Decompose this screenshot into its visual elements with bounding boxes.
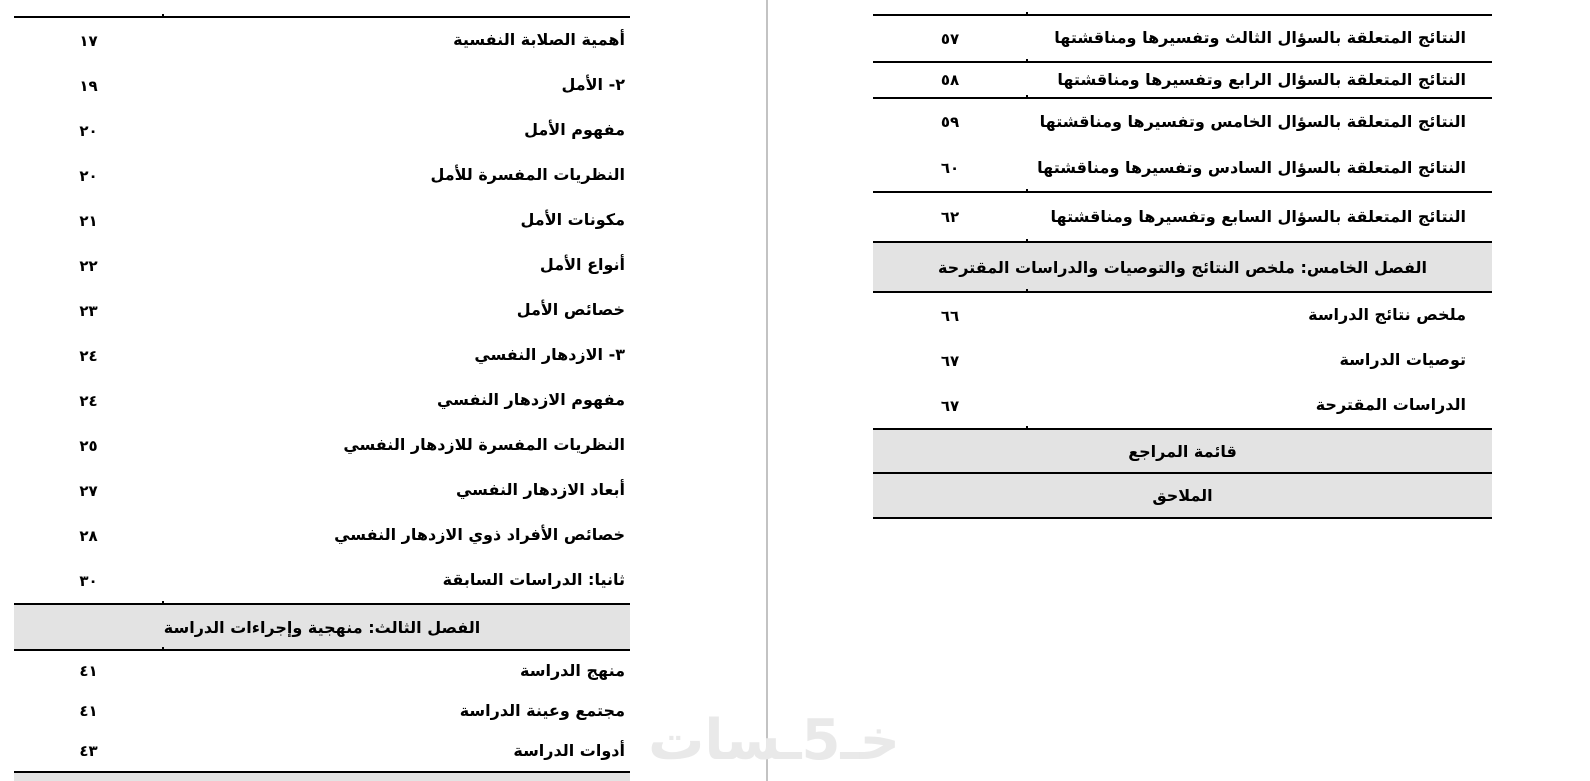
references-header-row: قائمة المراجع [873, 430, 1492, 472]
toc-entry-title: النتائج المتعلقة بالسؤال الرابع وتفسيرها ومناقشتها [1057, 69, 1466, 89]
toc-entry-page: ٢٣ [79, 301, 98, 320]
column-divider-tick [1026, 426, 1028, 430]
chapter-header-row: الفصل الثالث: منهجية وإجراءات الدراسة [14, 605, 630, 649]
toc-entry-title: النتائج المتعلقة بالسؤال الخامس وتفسيرها ومناقشتها [1039, 111, 1466, 131]
toc-entry-title: النتائج المتعلقة بالسؤال الثالث وتفسيرها ومناقشتها [1054, 28, 1466, 48]
toc-entry-page: ٤٣ [79, 742, 98, 760]
table-border [873, 428, 1492, 430]
toc-row [873, 99, 1492, 145]
table-border [14, 649, 630, 651]
toc-entry-page: ٢٤ [79, 346, 98, 365]
toc-entry-title: خصائص الأمل [516, 300, 625, 320]
toc-entry-page: ٦٦ [940, 306, 960, 325]
toc-row [14, 651, 630, 691]
toc-entry-title: مفهوم الأمل [524, 120, 625, 140]
toc-entry-title: النتائج المتعلقة بالسؤال السادس وتفسيرها ومناقشتها [1037, 157, 1466, 177]
table-border [873, 191, 1492, 193]
toc-entry-page: ٦٢ [940, 208, 960, 226]
table-border [873, 517, 1492, 519]
toc-table-right [873, 14, 1492, 519]
page-divider [766, 0, 768, 781]
toc-row [873, 145, 1492, 191]
column-divider-tick [1026, 12, 1028, 16]
toc-row [873, 63, 1492, 97]
toc-entry-page: ١٧ [79, 31, 98, 50]
toc-entry-title: ٢- الأمل [561, 75, 625, 95]
toc-entry-title: مفهوم الازدهار النفسي [436, 390, 625, 410]
khamsat-watermark: خـ5ـسات [648, 708, 900, 773]
toc-entry-title: أدوات الدراسة [513, 740, 625, 760]
toc-row [14, 243, 630, 288]
toc-row [14, 691, 630, 731]
toc-entry-page: ٦٧ [940, 351, 960, 370]
table-border [873, 291, 1492, 293]
toc-entry-page: ٢٠ [79, 166, 98, 185]
toc-entry-title: مجتمع وعينة الدراسة [459, 700, 625, 720]
column-divider-tick [162, 647, 164, 651]
appendices-header-row: الملاحق [873, 474, 1492, 517]
column-divider-tick [1026, 239, 1028, 243]
toc-entry-title: ٣- الازدهار النفسي [474, 345, 625, 365]
toc-entry-title: مكونات الأمل [520, 210, 625, 230]
column-divider-tick [1026, 59, 1028, 63]
toc-row [873, 293, 1492, 338]
toc-entry-title: النتائج المتعلقة بالسؤال السابع وتفسيرها ومناقشتها [1050, 206, 1466, 226]
toc-entry-page: ٦٧ [940, 396, 960, 415]
toc-entry-title: أبعاد الازدهار النفسي [455, 480, 625, 500]
toc-row [14, 108, 630, 153]
toc-entry-page: ٣٠ [79, 571, 98, 590]
toc-entry-page: ٢٧ [79, 481, 98, 500]
toc-entry-title: أهمية الصلابة النفسية [453, 30, 625, 50]
toc-row [14, 333, 630, 378]
toc-entry-title: النظريات المفسرة للازدهار النفسي [343, 435, 625, 455]
toc-entry-page: ٢٠ [79, 121, 98, 140]
column-divider-tick [1026, 95, 1028, 99]
toc-row [873, 16, 1492, 61]
table-border [873, 472, 1492, 474]
toc-entry-title: أنواع الأمل [539, 255, 625, 275]
column-divider-tick [162, 601, 164, 605]
toc-entry-title: توصيات الدراسة [1339, 350, 1466, 370]
toc-entry-page: ٢٤ [79, 391, 98, 410]
toc-entry-page: ٤١ [79, 662, 98, 680]
table-border [14, 603, 630, 605]
toc-entry-page: ١٩ [79, 76, 98, 95]
table-border [873, 61, 1492, 63]
toc-entry-title: منهج الدراسة [520, 660, 625, 680]
toc-row [14, 423, 630, 468]
toc-entry-page: ٢٢ [79, 256, 98, 275]
toc-row [14, 288, 630, 333]
column-divider-tick [1026, 289, 1028, 293]
toc-row [14, 198, 630, 243]
toc-entry-title: ملخص نتائج الدراسة [1308, 305, 1466, 325]
table-border [14, 771, 630, 773]
toc-entry-page: ٢١ [79, 211, 98, 230]
chapter-header-row: الفصل الخامس: ملخص النتائج والتوصيات والدراسات المقترحة [873, 243, 1492, 291]
toc-entry-title: الدراسات المقترحة [1315, 395, 1466, 415]
toc-row [873, 193, 1492, 241]
toc-row [873, 338, 1492, 383]
toc-entry-page: ٥٧ [940, 29, 960, 48]
toc-entry-page: ٢٨ [79, 526, 98, 545]
toc-entry-page: ٦٠ [940, 159, 960, 177]
toc-entry-title: ثانيا: الدراسات السابقة [442, 570, 625, 590]
toc-entry-title: النظريات المفسرة للأمل [430, 165, 625, 185]
cutoff-shaded-row [14, 773, 630, 781]
column-divider-tick [1026, 189, 1028, 193]
toc-row [14, 63, 630, 108]
toc-table-left [14, 16, 630, 781]
toc-row [873, 383, 1492, 428]
toc-row [14, 18, 630, 63]
toc-row [14, 153, 630, 198]
toc-entry-page: ٥٩ [940, 113, 960, 131]
table-border [873, 97, 1492, 99]
toc-entry-title: خصائص الأفراد ذوي الازدهار النفسي [334, 525, 625, 545]
toc-row [14, 558, 630, 603]
toc-row [14, 513, 630, 558]
toc-row [14, 731, 630, 771]
toc-row [14, 468, 630, 513]
table-border [14, 16, 630, 18]
table-border [873, 14, 1492, 16]
column-divider-tick [162, 14, 164, 18]
table-border [873, 241, 1492, 243]
toc-entry-page: ٢٥ [79, 436, 98, 455]
toc-row [14, 378, 630, 423]
toc-entry-page: ٤١ [79, 702, 98, 720]
toc-entry-page: ٥٨ [940, 71, 960, 89]
